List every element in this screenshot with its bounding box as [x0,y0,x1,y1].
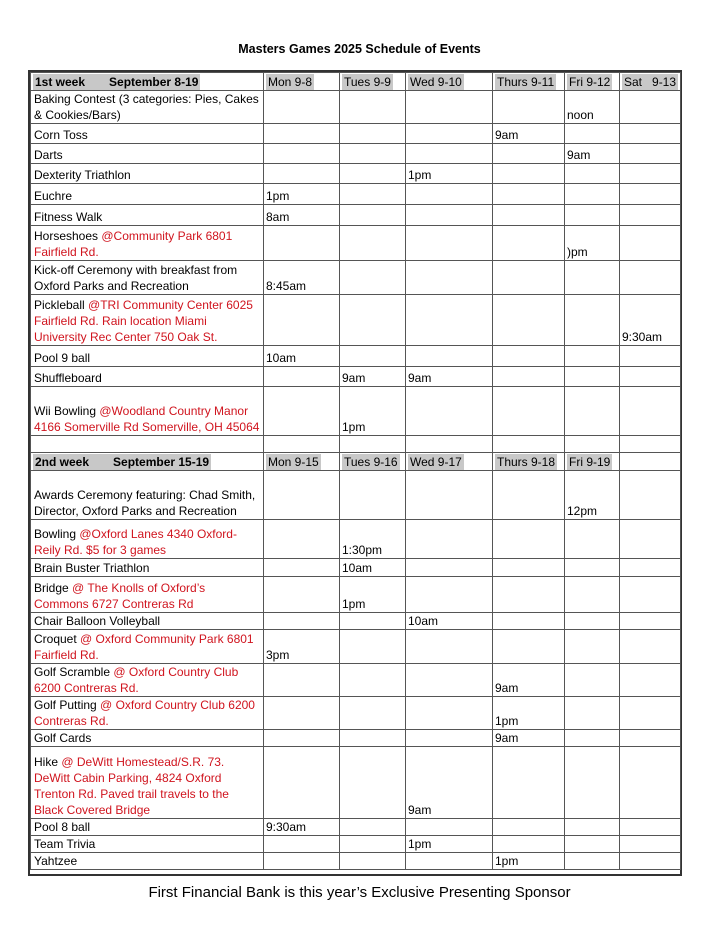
event-time-cell [620,91,681,124]
schedule-table [30,72,681,870]
event-time-cell [565,91,620,124]
event-name-cell [31,819,264,836]
event-name-cell [31,124,264,144]
event-time-cell [493,205,565,226]
event-location: @ Oxford Country Club 6200 Contreras Rd. [34,698,255,728]
day-header: Mon 9-15 [268,455,319,469]
event-time-cell [620,295,681,346]
event-name: Hike [34,755,62,769]
event-time-cell [406,613,493,630]
event-time-cell [340,613,406,630]
event-time-cell [620,664,681,697]
event-time-cell [264,577,340,613]
event-time-cell [340,346,406,367]
day-header: Fri 9-19 [569,455,611,469]
event-name-cell [31,559,264,577]
event-time: 1:30pm [342,543,383,557]
event-name: Yahtzee [34,854,78,868]
event-time-cell [264,471,340,520]
event-time-cell [565,387,620,436]
event-time-cell [340,577,406,613]
event-time-cell [340,836,406,853]
event-time-cell [565,836,620,853]
event-time: 3pm [266,648,290,662]
week2-dates: September 15-19 [113,455,210,469]
event-row [31,226,681,261]
event-time-cell [493,747,565,819]
event-row [31,124,681,144]
week2-label: 2nd week [35,455,90,469]
event-time-cell [620,205,681,226]
event-name-cell [31,664,264,697]
event-time-cell [340,226,406,261]
event-name-cell [31,836,264,853]
event-name: Horseshoes [34,229,102,243]
event-row [31,613,681,630]
event-time-cell [565,697,620,730]
event-time: 1pm [495,714,519,728]
event-time-cell [264,819,340,836]
event-row [31,471,681,520]
event-time-cell [565,471,620,520]
event-location: @ Oxford Community Park 6801 Fairfield Rd. [34,632,254,662]
event-name-cell [31,730,264,747]
event-location: @ The Knolls of Oxford’s Commons 6727 Contreras Rd [34,581,206,611]
event-location: @Oxford Lanes 4340 Oxford-Reily Rd. $5 for 3 games [34,527,237,557]
event-row [31,747,681,819]
event-time-cell [406,559,493,577]
event-time-cell [264,367,340,387]
event-time: 9am [408,803,432,817]
event-row [31,144,681,164]
event-time-cell [493,367,565,387]
sponsor-footer: First Financial Bank is this year’s Exclusive Presenting Sponsor [148,884,571,901]
event-time-cell [340,387,406,436]
event-time: 9am [495,128,519,142]
event-time-cell [493,630,565,664]
event-time-cell [620,144,681,164]
event-time-cell [493,184,565,205]
event-name: Pool 9 ball [34,351,91,365]
event-row [31,387,681,436]
event-time-cell [493,577,565,613]
event-name-cell [31,144,264,164]
event-time-cell [620,747,681,819]
event-time-cell [340,124,406,144]
event-time-cell [565,853,620,870]
event-name-cell [31,91,264,124]
event-location: @ DeWitt Homestead/S.R. 73. DeWitt Cabin Parking, 4824 Oxford Trenton Rd. Paved trail travels to the Black Covered Bridge [34,755,229,817]
week2-header-row [31,453,681,471]
event-time-cell [620,164,681,184]
event-time-cell [620,697,681,730]
event-time-cell [340,853,406,870]
event-time-cell [565,747,620,819]
event-time-cell [565,346,620,367]
event-time: 8:45am [266,279,307,293]
event-time-cell [565,613,620,630]
event-time-cell [264,144,340,164]
event-name-cell [31,367,264,387]
event-time-cell [493,471,565,520]
event-time-cell [406,697,493,730]
event-time: 9:30am [622,330,663,344]
event-time-cell [565,577,620,613]
event-time-cell [340,520,406,559]
event-time-cell [493,730,565,747]
event-time-cell [493,819,565,836]
event-name-cell [31,295,264,346]
event-time-cell [565,730,620,747]
event-time-cell [264,630,340,664]
week1-section [31,73,681,436]
event-name: Wii Bowling [34,404,100,418]
page-title: Masters Games 2025 Schedule of Events [238,42,481,56]
event-time-cell [565,144,620,164]
day-header: Thurs 9-18 [497,455,556,469]
event-time: 1pm [408,837,432,851]
event-time-cell [340,630,406,664]
event-time-cell [264,747,340,819]
event-name-cell [31,853,264,870]
event-row [31,630,681,664]
event-time: 9am [495,731,519,745]
event-name: Croquet [34,632,81,646]
event-time-cell [264,124,340,144]
event-time-cell [493,697,565,730]
event-time-cell [565,367,620,387]
event-time-cell [620,261,681,295]
week2-section [31,453,681,870]
event-time-cell [565,295,620,346]
event-time: 12pm [567,504,598,518]
event-time: 9:30am [266,820,307,834]
event-time: 9am [567,148,591,162]
event-name: Pool 8 ball [34,820,91,834]
event-name: Euchre [34,189,73,203]
schedule-sheet [28,70,682,876]
event-row [31,520,681,559]
event-time-cell [406,664,493,697]
event-time-cell [620,630,681,664]
event-time-cell [406,91,493,124]
event-time: 1pm [342,420,366,434]
event-name-cell [31,261,264,295]
event-time-cell [620,387,681,436]
day-header: Tues 9-16 [344,455,398,469]
event-time: 1pm [408,168,432,182]
event-time-cell [493,91,565,124]
event-time-cell [264,559,340,577]
event-time-cell [493,226,565,261]
week1-label-cell [31,73,264,91]
event-time-cell [406,226,493,261]
event-time-cell [620,559,681,577]
event-time-cell [620,471,681,520]
event-name: Fitness Walk [34,210,103,224]
event-time-cell [406,367,493,387]
event-time-cell [493,520,565,559]
event-time: 9am [495,681,519,695]
event-name: Darts [34,148,63,162]
event-row [31,730,681,747]
event-time: 10am [408,614,439,628]
event-row [31,346,681,367]
event-time-cell [406,520,493,559]
event-time-cell [340,697,406,730]
event-time-cell [493,613,565,630]
event-name-cell [31,630,264,664]
event-time-cell [264,520,340,559]
day-header: Sat 9-13 [624,75,677,89]
event-row [31,697,681,730]
event-row [31,295,681,346]
event-time-cell [493,124,565,144]
event-name: Baking Contest (3 categories: Pies, Cakes & Cookies/Bars) [34,92,259,122]
event-time: 10am [342,561,373,575]
event-time-cell [406,164,493,184]
event-row [31,577,681,613]
event-time: 1pm [495,854,519,868]
event-row [31,164,681,184]
event-time-cell [565,630,620,664]
day-header: Fri 9-12 [569,75,611,89]
event-name: Team Trivia [34,837,96,851]
event-name: Golf Putting [34,698,101,712]
event-row [31,205,681,226]
day-header: Thurs 9-11 [497,75,555,89]
event-name: Golf Scramble [34,665,114,679]
event-time-cell [264,295,340,346]
event-name: Shuffleboard [34,371,102,385]
event-location: @Community Park 6801 Fairfield Rd. [34,229,233,259]
event-time-cell [340,205,406,226]
event-time-cell [264,853,340,870]
event-time-cell [340,295,406,346]
event-time-cell [264,613,340,630]
event-row [31,261,681,295]
event-time-cell [620,367,681,387]
event-name-cell [31,613,264,630]
event-row [31,836,681,853]
event-time-cell [340,144,406,164]
event-name-cell [31,520,264,559]
event-time-cell [493,853,565,870]
event-name-cell [31,747,264,819]
event-time-cell [620,853,681,870]
event-time-cell [565,559,620,577]
event-name-cell [31,205,264,226]
event-time-cell [493,346,565,367]
event-time-cell [493,144,565,164]
event-time-cell [264,346,340,367]
event-row [31,559,681,577]
event-name: Kick-off Ceremony with breakfast from Oxford Parks and Recreation [34,263,238,293]
event-time-cell [264,164,340,184]
event-time-cell [565,819,620,836]
event-name-cell [31,164,264,184]
event-time-cell [264,261,340,295]
event-time-cell [406,747,493,819]
event-row [31,91,681,124]
event-name-cell [31,577,264,613]
event-time-cell [340,819,406,836]
event-name-cell [31,184,264,205]
event-time-cell [340,261,406,295]
event-time-cell [493,295,565,346]
event-time-cell [493,559,565,577]
event-time-cell [406,387,493,436]
event-time-cell [406,836,493,853]
event-time-cell [565,226,620,261]
event-time-cell [264,730,340,747]
event-time-cell [264,226,340,261]
event-location: @Woodland Country Manor 4166 Somerville Rd Somerville, OH 45064 [34,404,260,434]
event-time-cell [620,730,681,747]
event-time-cell [620,226,681,261]
event-time-cell [620,520,681,559]
event-time-cell [565,520,620,559]
event-time-cell [620,124,681,144]
event-time-cell [264,91,340,124]
event-time-cell [493,164,565,184]
event-time-cell [340,91,406,124]
event-time-cell [620,836,681,853]
event-name: Dexterity Triathlon [34,168,131,182]
event-time-cell [565,184,620,205]
event-time-cell [565,261,620,295]
event-name: Bridge [34,581,73,595]
event-time: 8am [266,210,290,224]
event-name-cell [31,471,264,520]
event-time-cell [406,295,493,346]
event-time-cell [264,697,340,730]
event-time: 9am [408,371,432,385]
event-time-cell [406,144,493,164]
event-name: Brain Buster Triathlon [34,561,150,575]
event-time-cell [620,819,681,836]
event-row [31,184,681,205]
day-header: Wed 9-17 [410,455,462,469]
event-name: Golf Cards [34,731,92,745]
event-time-cell [565,664,620,697]
event-time: )pm [567,245,588,259]
day-header: Tues 9-9 [344,75,391,89]
event-time-cell [340,664,406,697]
event-name-cell [31,226,264,261]
event-time-cell [620,577,681,613]
event-time-cell [406,205,493,226]
event-time-cell [406,819,493,836]
event-time-cell [406,730,493,747]
event-time-cell [264,184,340,205]
event-name: Pickleball [34,298,89,312]
event-name: Corn Toss [34,128,88,142]
event-time-cell [493,261,565,295]
event-time: 9am [342,371,366,385]
event-time-cell [620,184,681,205]
event-name-cell [31,387,264,436]
event-row [31,819,681,836]
event-time-cell [565,124,620,144]
event-time-cell [340,559,406,577]
week1-header-row [31,73,681,91]
week1-label: 1st week [35,75,86,89]
event-time-cell [406,124,493,144]
event-time: 1pm [266,189,290,203]
event-time-cell [493,387,565,436]
event-time-cell [264,205,340,226]
week-gap [31,436,681,453]
event-time-cell [406,630,493,664]
event-row [31,853,681,870]
week2-label-cell [31,453,264,471]
event-time-cell [406,261,493,295]
event-time: 10am [266,351,297,365]
event-time-cell [620,613,681,630]
event-location: @TRI Community Center 6025 Fairfield Rd. Rain location Miami University Rec Center 750 Oak St. [34,298,253,344]
event-time-cell [406,184,493,205]
event-time-cell [493,664,565,697]
event-time-cell [264,664,340,697]
event-time-cell [565,164,620,184]
event-time-cell [340,471,406,520]
event-time: 1pm [342,597,366,611]
event-time-cell [406,471,493,520]
day-header: Mon 9-8 [268,75,313,89]
event-time-cell [620,346,681,367]
event-time-cell [264,387,340,436]
event-time-cell [264,836,340,853]
event-time-cell [340,730,406,747]
event-time-cell [340,747,406,819]
event-name: Bowling [34,527,80,541]
event-name-cell [31,346,264,367]
blank-row [31,436,681,453]
event-time-cell [340,184,406,205]
event-row [31,367,681,387]
event-time-cell [340,164,406,184]
event-time-cell [406,853,493,870]
event-time-cell [406,346,493,367]
event-location: @ Oxford Country Club 6200 Contreras Rd. [34,665,239,695]
event-time-cell [493,836,565,853]
week1-dates: September 8-19 [109,75,199,89]
event-time-cell [565,205,620,226]
event-time-cell [340,367,406,387]
event-time: noon [567,108,594,122]
event-name: Awards Ceremony featuring: Chad Smith, Director, Oxford Parks and Recreation [34,488,256,518]
event-time-cell [406,577,493,613]
event-name-cell [31,697,264,730]
event-name: Chair Balloon Volleyball [34,614,161,628]
day-header: Wed 9-10 [410,75,462,89]
event-row [31,664,681,697]
